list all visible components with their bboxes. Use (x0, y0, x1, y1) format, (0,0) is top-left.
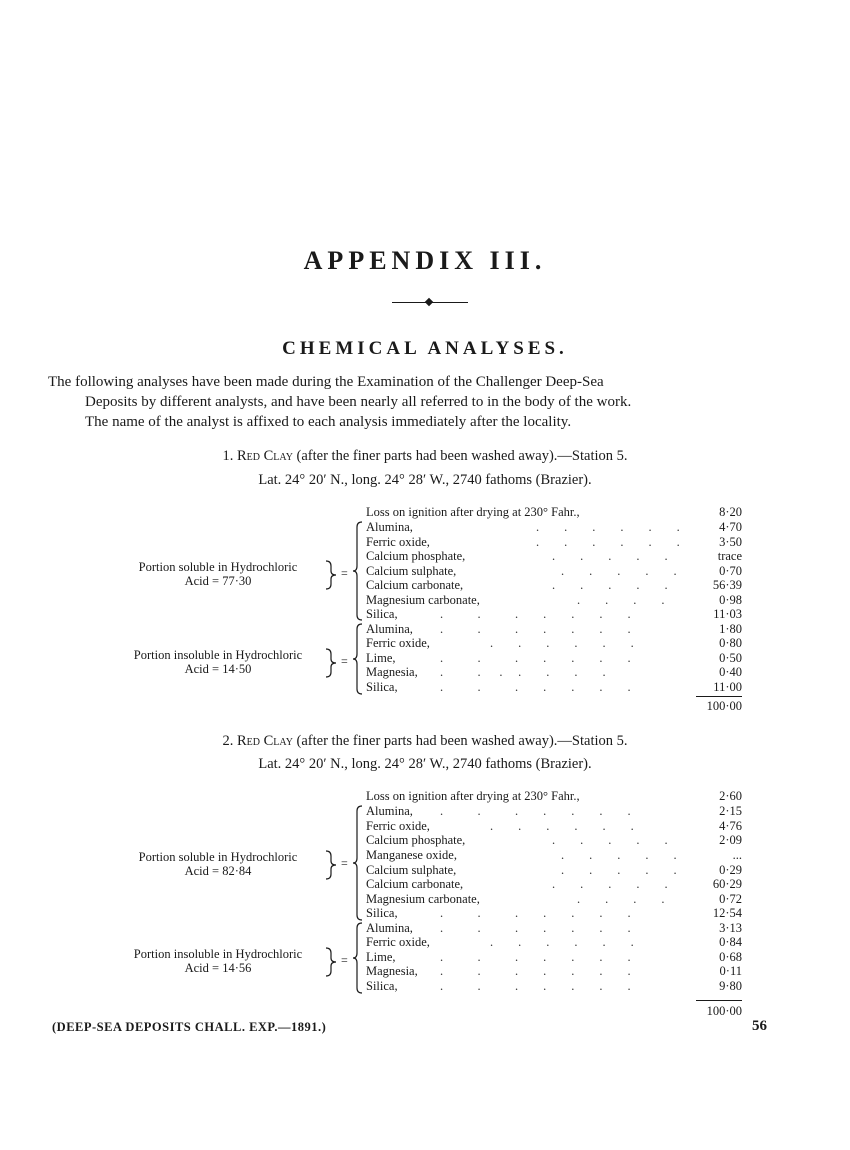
leader-dots: . . . . . (552, 578, 668, 592)
analysis-1-location: Lat. 24° 20′ N., long. 24° 28′ W., 2740 fathoms (Brazier). (258, 472, 592, 488)
table-row (366, 863, 742, 878)
table-row (366, 819, 742, 834)
page-number: 56 (752, 1018, 767, 1034)
leader-dots: . . . . . . . (440, 979, 631, 993)
left-brace-icon (352, 623, 364, 695)
table-row (366, 651, 742, 666)
analysis-number: 1. (222, 448, 234, 464)
table-row (366, 848, 742, 863)
row-value: 0·29 (719, 863, 742, 877)
row-value: 2·09 (719, 833, 742, 847)
row-value: 56·39 (712, 578, 742, 592)
row-label: Lime, (366, 950, 396, 964)
row-value: 8·20 (719, 505, 742, 519)
table-row (366, 564, 742, 579)
leader-dots: . . . . . (536, 564, 677, 578)
table-row (366, 593, 742, 608)
leader-dots: . . . . . . (490, 935, 634, 949)
row-value: 9·80 (719, 979, 742, 993)
table-row (366, 892, 742, 907)
equals-sign: = (341, 953, 348, 967)
row-label: Calcium sulphate, (366, 863, 457, 877)
row-value: 3·13 (719, 921, 742, 935)
table-row (366, 680, 742, 695)
row-label: Alumina, (366, 804, 413, 818)
table-row (366, 833, 742, 848)
row-label: Calcium carbonate, (366, 877, 464, 891)
row-label: Calcium sulphate, (366, 564, 457, 578)
table-row (366, 535, 742, 550)
equals-sign: = (341, 566, 348, 580)
leader-dots: . . . . . . . (440, 906, 631, 920)
loss-row (366, 789, 742, 804)
row-label: Ferric oxide, (366, 535, 430, 549)
portion-acid: Acid = 82·84 (184, 864, 252, 878)
heading-description: (after the finer parts had been washed away).—Station 5. (296, 733, 628, 749)
row-value: 4·76 (719, 819, 742, 833)
leader-dots: . . . . . . . (440, 950, 631, 964)
leader-dots: . . . . (552, 593, 665, 607)
portion-label: Portion insoluble in Hydrochloric (133, 947, 303, 961)
intro-line: The following analyses have been made during the Examination of the Challenger Deep-Sea (48, 374, 604, 390)
leader-dots: . . . . . . . (440, 622, 631, 636)
table-row (366, 935, 742, 950)
row-label: Alumina, (366, 622, 413, 636)
row-value: 0·98 (719, 593, 742, 607)
leader-dots: . . . . . . . (440, 651, 631, 665)
heading-description: (after the finer parts had been washed away).—Station 5. (296, 448, 628, 464)
table-row (366, 906, 742, 921)
intro-line: The name of the analyst is affixed to each analysis immediately after the locality. (85, 414, 572, 430)
row-value: 4·70 (719, 520, 742, 534)
total-value: 100·00 (706, 699, 742, 713)
leader-dots: . . . . . . . (440, 964, 631, 978)
leader-dots: . . . . . (552, 833, 668, 847)
table-row (366, 979, 742, 994)
row-value: 0·11 (719, 964, 742, 978)
row-label: Magnesium carbonate, (366, 892, 480, 906)
table-row (366, 665, 742, 680)
row-label: Silica, (366, 979, 398, 993)
leader-dots: . . . . . (552, 877, 668, 891)
left-brace-icon (352, 521, 364, 621)
leader-dots: . . . . . (552, 549, 668, 563)
table-row (366, 607, 742, 622)
leader-dots: . . . . . . . (440, 607, 631, 621)
row-value: 0·72 (719, 892, 742, 906)
row-value: trace (717, 549, 742, 563)
analysis-1-heading (0, 448, 850, 465)
table-row (366, 636, 742, 651)
portion-acid: Acid = 14·56 (184, 961, 252, 975)
total-value: 100·00 (706, 1004, 742, 1018)
row-value: 2·15 (719, 804, 742, 818)
row-label: Silica, (366, 607, 398, 621)
row-label: Loss on ignition after drying at 230° Fahr., (366, 505, 580, 519)
insoluble-portion-label (100, 947, 336, 975)
left-brace-icon (352, 922, 364, 994)
row-value: 11·00 (713, 680, 742, 694)
row-label: Magnesia, (366, 665, 418, 679)
row-label: Calcium carbonate, (366, 578, 464, 592)
leader-dots: . . . . . . (490, 819, 634, 833)
row-value: 0·70 (719, 564, 742, 578)
row-label: Magnesium carbonate, (366, 593, 480, 607)
leader-dots: . . . . . . (490, 636, 634, 650)
leader-dots: . . . . (552, 892, 665, 906)
portion-label: Portion soluble in Hydrochloric (138, 850, 298, 864)
right-brace-icon (324, 648, 338, 678)
row-label: Silica, (366, 906, 398, 920)
leader-dots: . . . . . (536, 863, 677, 877)
table-row (366, 549, 742, 564)
leader-dots: . . . . . . . (440, 665, 606, 679)
leader-dots: . . . . . . (536, 535, 680, 549)
table-row (366, 950, 742, 965)
loss-row (366, 505, 742, 520)
section-title: CHEMICAL ANALYSES. (282, 338, 568, 359)
row-label: Magnesia, (366, 964, 418, 978)
row-label: Ferric oxide, (366, 819, 430, 833)
row-value: 0·50 (719, 651, 742, 665)
row-label: Ferric oxide, (366, 935, 430, 949)
row-label: Silica, (366, 680, 398, 694)
table-row (366, 964, 742, 979)
portion-acid: Acid = 77·30 (184, 574, 252, 588)
row-value: 0·40 (719, 665, 742, 679)
leader-dots: . . . . . . . (440, 804, 631, 818)
leader-dots: . . . . . . . (440, 921, 631, 935)
total-rule (696, 696, 742, 697)
soluble-portion-label (100, 560, 336, 588)
appendix-title: APPENDIX III. (303, 246, 547, 275)
insoluble-portion-label (100, 648, 336, 676)
right-brace-icon (324, 560, 338, 590)
leader-dots: . . . . . . . (440, 680, 631, 694)
analysis-2-heading (0, 733, 850, 750)
soluble-portion-label (100, 850, 336, 878)
portion-label: Portion soluble in Hydrochloric (138, 560, 298, 574)
ornamental-rule-diamond (425, 298, 433, 306)
row-value: 12·54 (712, 906, 742, 920)
leader-dots: . . . . . . (536, 520, 680, 534)
intro-line: Deposits by different analysts, and have been nearly all referred to in the body of the work. (85, 394, 632, 410)
row-label: Alumina, (366, 520, 413, 534)
row-label: Ferric oxide, (366, 636, 430, 650)
analysis-2-location: Lat. 24° 20′ N., long. 24° 28′ W., 2740 fathoms (Brazier). (258, 756, 592, 772)
table-row (366, 804, 742, 819)
row-value: 3·50 (719, 535, 742, 549)
table-row (366, 578, 742, 593)
row-value: 60·29 (712, 877, 742, 891)
row-label: Alumina, (366, 921, 413, 935)
equals-sign: = (341, 856, 348, 870)
table-row (366, 921, 742, 936)
row-value: 1·80 (719, 622, 742, 636)
row-label: Lime, (366, 651, 396, 665)
total-rule (696, 1000, 742, 1001)
deposit-name: Red Clay (236, 733, 293, 749)
row-value: 2·60 (719, 789, 742, 803)
footer-citation: (DEEP-SEA DEPOSITS CHALL. EXP.—1891.) (52, 1020, 327, 1034)
row-label: Loss on ignition after drying at 230° Fahr., (366, 789, 580, 803)
row-value: ... (732, 848, 742, 862)
row-label: Calcium phosphate, (366, 833, 466, 847)
row-value: 0·80 (719, 636, 742, 650)
row-label: Calcium phosphate, (366, 549, 466, 563)
row-value: 11·03 (713, 607, 742, 621)
row-label: Manganese oxide, (366, 848, 457, 862)
table-row (366, 622, 742, 637)
leader-dots: . . . . . (536, 848, 677, 862)
left-brace-icon (352, 805, 364, 921)
deposit-name: Red Clay (236, 448, 293, 464)
table-row (366, 877, 742, 892)
equals-sign: = (341, 654, 348, 668)
intro-paragraph (48, 372, 838, 432)
analysis-number: 2. (222, 733, 234, 749)
table-row (366, 520, 742, 535)
right-brace-icon (324, 947, 338, 977)
portion-label: Portion insoluble in Hydrochloric (133, 648, 303, 662)
portion-acid: Acid = 14·50 (184, 662, 252, 676)
row-value: 0·84 (719, 935, 742, 949)
right-brace-icon (324, 850, 338, 880)
row-value: 0·68 (719, 950, 742, 964)
